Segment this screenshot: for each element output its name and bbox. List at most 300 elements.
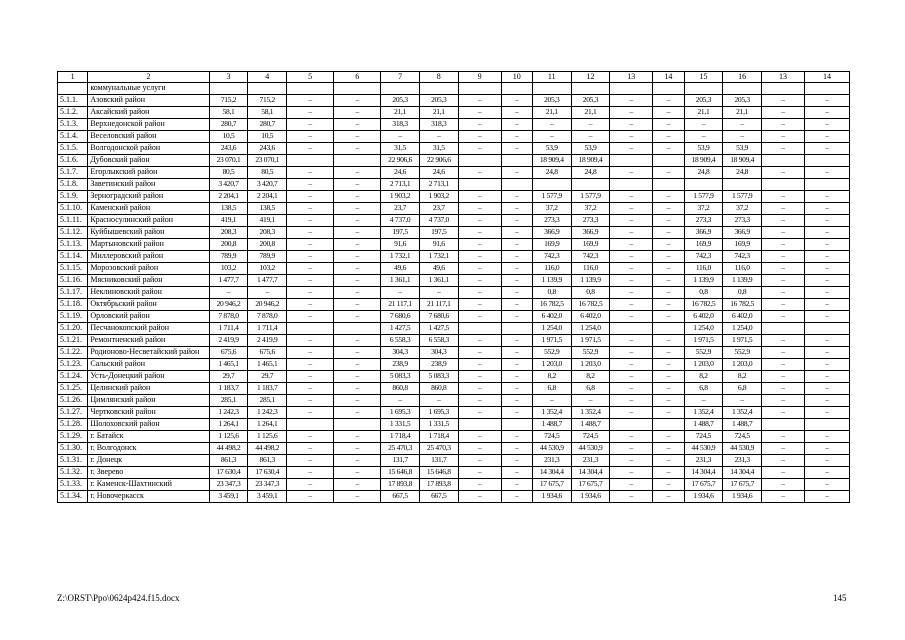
value-cell: – bbox=[458, 275, 501, 287]
value-cell: 1 971,5 bbox=[571, 335, 610, 347]
district-name: Каменский район bbox=[88, 203, 209, 215]
column-number: 3 bbox=[209, 72, 248, 83]
value-cell: – bbox=[334, 359, 381, 371]
value-cell: 25 470,3 bbox=[419, 443, 458, 455]
value-cell: 91,6 bbox=[381, 239, 420, 251]
value-cell: 742,3 bbox=[532, 251, 571, 263]
value-cell: – bbox=[653, 371, 684, 383]
value-cell: – bbox=[287, 203, 334, 215]
value-cell: 0,8 bbox=[723, 287, 762, 299]
value-cell: – bbox=[287, 227, 334, 239]
budget-table bbox=[57, 71, 850, 503]
value-cell: 742,3 bbox=[571, 251, 610, 263]
value-cell: – bbox=[501, 407, 532, 419]
value-cell: 1 477,7 bbox=[209, 275, 248, 287]
column-number: 6 bbox=[334, 72, 381, 83]
value-cell: 44 530,9 bbox=[723, 443, 762, 455]
value-cell: 14 304,4 bbox=[571, 467, 610, 479]
value-cell: 280,7 bbox=[209, 119, 248, 131]
section-label: коммунальные услуги bbox=[88, 83, 209, 95]
value-cell: 231,3 bbox=[571, 455, 610, 467]
value-cell: – bbox=[287, 143, 334, 155]
district-name: г. Новочеркасск bbox=[88, 491, 209, 503]
value-cell: 17 630,4 bbox=[209, 467, 248, 479]
value-cell: 238,9 bbox=[419, 359, 458, 371]
value-cell: – bbox=[458, 119, 501, 131]
value-cell: 1 934,6 bbox=[684, 491, 723, 503]
value-cell: 715,2 bbox=[248, 95, 287, 107]
district-name: Шолоховский район bbox=[88, 419, 209, 431]
value-cell: – bbox=[653, 383, 684, 395]
value-cell: 366,9 bbox=[684, 227, 723, 239]
value-cell: 3 459,1 bbox=[209, 491, 248, 503]
value-cell: – bbox=[501, 383, 532, 395]
table-row bbox=[58, 239, 850, 251]
value-cell: 29,7 bbox=[248, 371, 287, 383]
value-cell: 6 558,3 bbox=[381, 335, 420, 347]
value-cell: – bbox=[501, 107, 532, 119]
value-cell: – bbox=[287, 119, 334, 131]
value-cell: 419,1 bbox=[209, 215, 248, 227]
district-name: Цимлянский район bbox=[88, 395, 209, 407]
value-cell bbox=[804, 179, 849, 191]
value-cell: – bbox=[501, 191, 532, 203]
value-cell: 37,2 bbox=[571, 203, 610, 215]
column-number: 9 bbox=[458, 72, 501, 83]
table-row bbox=[58, 467, 850, 479]
value-cell: 44 498,2 bbox=[209, 443, 248, 455]
value-cell: 16 782,5 bbox=[532, 299, 571, 311]
value-cell: 231,3 bbox=[723, 455, 762, 467]
value-cell: 17 893,8 bbox=[419, 479, 458, 491]
value-cell: 1 361,1 bbox=[419, 275, 458, 287]
value-cell: – bbox=[419, 395, 458, 407]
value-cell: 205,3 bbox=[684, 95, 723, 107]
value-cell bbox=[458, 179, 501, 191]
value-cell: 205,3 bbox=[723, 95, 762, 107]
row-code: 5.1.9. bbox=[58, 191, 88, 203]
value-cell: – bbox=[610, 95, 653, 107]
value-cell: 724,5 bbox=[684, 431, 723, 443]
row-code: 5.1.11. bbox=[58, 215, 88, 227]
value-cell: 273,3 bbox=[571, 215, 610, 227]
value-cell: 23,7 bbox=[381, 203, 420, 215]
value-cell: 25 470,3 bbox=[381, 443, 420, 455]
value-cell: – bbox=[458, 263, 501, 275]
value-cell: 280,7 bbox=[248, 119, 287, 131]
value-cell: 80,5 bbox=[248, 167, 287, 179]
row-code: 5.1.12. bbox=[58, 227, 88, 239]
value-cell bbox=[762, 155, 805, 167]
value-cell: – bbox=[610, 275, 653, 287]
table-row bbox=[58, 395, 850, 407]
value-cell: 715,2 bbox=[209, 95, 248, 107]
value-cell: – bbox=[458, 371, 501, 383]
value-cell: 205,3 bbox=[532, 95, 571, 107]
district-name: Мясниковский район bbox=[88, 275, 209, 287]
value-cell: – bbox=[334, 311, 381, 323]
value-cell: – bbox=[762, 107, 805, 119]
value-cell: – bbox=[610, 383, 653, 395]
value-cell: 1 903,2 bbox=[381, 191, 420, 203]
value-cell: 1 361,1 bbox=[381, 275, 420, 287]
column-number: 14 bbox=[653, 72, 684, 83]
value-cell: 4 737,0 bbox=[419, 215, 458, 227]
value-cell: 3 459,1 bbox=[248, 491, 287, 503]
value-cell: – bbox=[684, 131, 723, 143]
value-cell: 208,3 bbox=[248, 227, 287, 239]
value-cell: 789,9 bbox=[209, 251, 248, 263]
column-number: 12 bbox=[571, 72, 610, 83]
value-cell: – bbox=[804, 395, 849, 407]
value-cell: 724,5 bbox=[571, 431, 610, 443]
row-code: 5.1.10. bbox=[58, 203, 88, 215]
value-cell: 21,1 bbox=[571, 107, 610, 119]
value-cell bbox=[287, 419, 334, 431]
column-number: 10 bbox=[501, 72, 532, 83]
value-cell: – bbox=[458, 311, 501, 323]
value-cell: 1 971,5 bbox=[684, 335, 723, 347]
value-cell: 2 204,1 bbox=[248, 191, 287, 203]
value-cell: – bbox=[419, 287, 458, 299]
value-cell: – bbox=[287, 431, 334, 443]
value-cell: – bbox=[653, 263, 684, 275]
value-cell: – bbox=[334, 395, 381, 407]
column-number: 4 bbox=[248, 72, 287, 83]
column-number: 13 bbox=[762, 72, 805, 83]
value-cell: – bbox=[804, 443, 849, 455]
value-cell: – bbox=[381, 131, 420, 143]
table-row bbox=[58, 479, 850, 491]
value-cell: – bbox=[334, 455, 381, 467]
value-cell: – bbox=[804, 347, 849, 359]
value-cell: 1 695,3 bbox=[419, 407, 458, 419]
row-code: 5.1.33. bbox=[58, 479, 88, 491]
value-cell: – bbox=[762, 143, 805, 155]
value-cell: – bbox=[334, 167, 381, 179]
value-cell: – bbox=[610, 191, 653, 203]
table-row bbox=[58, 443, 850, 455]
row-code: 5.1.23. bbox=[58, 359, 88, 371]
value-cell bbox=[762, 323, 805, 335]
value-cell: – bbox=[610, 407, 653, 419]
table-row bbox=[58, 491, 850, 503]
value-cell bbox=[804, 419, 849, 431]
table-row bbox=[58, 275, 850, 287]
value-cell: 53,9 bbox=[684, 143, 723, 155]
header-row bbox=[58, 72, 850, 83]
value-cell: 7 680,6 bbox=[381, 311, 420, 323]
value-cell: 1 934,6 bbox=[571, 491, 610, 503]
value-cell: – bbox=[762, 95, 805, 107]
value-cell: – bbox=[458, 347, 501, 359]
value-cell: – bbox=[723, 131, 762, 143]
district-name: Егорлыкский район bbox=[88, 167, 209, 179]
value-cell: – bbox=[804, 467, 849, 479]
table-row bbox=[58, 455, 850, 467]
value-cell: – bbox=[419, 131, 458, 143]
value-cell: – bbox=[287, 455, 334, 467]
value-cell: 1 577,9 bbox=[532, 191, 571, 203]
value-cell: 1 465,1 bbox=[248, 359, 287, 371]
value-cell: – bbox=[804, 215, 849, 227]
value-cell: 17 675,7 bbox=[684, 479, 723, 491]
value-cell: – bbox=[762, 347, 805, 359]
district-name: Ремонтненский район bbox=[88, 335, 209, 347]
value-cell: – bbox=[334, 479, 381, 491]
value-cell: – bbox=[610, 251, 653, 263]
value-cell: – bbox=[334, 407, 381, 419]
value-cell: – bbox=[501, 227, 532, 239]
value-cell: 44 530,9 bbox=[532, 443, 571, 455]
value-cell: 116,0 bbox=[723, 263, 762, 275]
value-cell: – bbox=[610, 347, 653, 359]
value-cell bbox=[571, 179, 610, 191]
row-code: 5.1.20. bbox=[58, 323, 88, 335]
value-cell: 0,8 bbox=[571, 287, 610, 299]
value-cell: 419,1 bbox=[248, 215, 287, 227]
value-cell: – bbox=[653, 491, 684, 503]
row-code: 5.1.2. bbox=[58, 107, 88, 119]
column-number: 5 bbox=[287, 72, 334, 83]
value-cell: – bbox=[458, 215, 501, 227]
column-number: 15 bbox=[684, 72, 723, 83]
value-cell bbox=[532, 179, 571, 191]
row-code: 5.1.28. bbox=[58, 419, 88, 431]
value-cell: – bbox=[653, 251, 684, 263]
value-cell: 29,7 bbox=[209, 371, 248, 383]
district-name: Заветинский район bbox=[88, 179, 209, 191]
value-cell: – bbox=[501, 371, 532, 383]
value-cell: 1 971,5 bbox=[532, 335, 571, 347]
value-cell: 0,8 bbox=[532, 287, 571, 299]
value-cell: 243,6 bbox=[248, 143, 287, 155]
value-cell: 3 420,7 bbox=[209, 179, 248, 191]
value-cell: – bbox=[762, 215, 805, 227]
value-cell: – bbox=[762, 467, 805, 479]
value-cell: 37,2 bbox=[684, 203, 723, 215]
value-cell: – bbox=[381, 287, 420, 299]
value-cell: – bbox=[653, 455, 684, 467]
value-cell: 22 906,6 bbox=[381, 155, 420, 167]
district-name: Сальский район bbox=[88, 359, 209, 371]
value-cell: 49,6 bbox=[419, 263, 458, 275]
table-row bbox=[58, 227, 850, 239]
value-cell: – bbox=[501, 167, 532, 179]
value-cell: 23 347,3 bbox=[209, 479, 248, 491]
value-cell: – bbox=[287, 491, 334, 503]
value-cell: – bbox=[762, 287, 805, 299]
value-cell: – bbox=[610, 371, 653, 383]
value-cell: – bbox=[501, 491, 532, 503]
value-cell: – bbox=[458, 143, 501, 155]
value-cell: 138,5 bbox=[248, 203, 287, 215]
row-code: 5.1.5. bbox=[58, 143, 88, 155]
column-number: 14 bbox=[804, 72, 849, 83]
value-cell: 1 203,0 bbox=[723, 359, 762, 371]
value-cell: 5 083,3 bbox=[381, 371, 420, 383]
value-cell: 724,5 bbox=[723, 431, 762, 443]
value-cell: 103,2 bbox=[209, 263, 248, 275]
value-cell: 304,3 bbox=[419, 347, 458, 359]
row-code: 5.1.19. bbox=[58, 311, 88, 323]
value-cell: 860,8 bbox=[419, 383, 458, 395]
value-cell: 7 878,0 bbox=[248, 311, 287, 323]
value-cell: – bbox=[804, 263, 849, 275]
value-cell: – bbox=[762, 119, 805, 131]
value-cell: 1 711,4 bbox=[248, 323, 287, 335]
column-number: 13 bbox=[610, 72, 653, 83]
value-cell: 169,9 bbox=[684, 239, 723, 251]
value-cell: – bbox=[610, 467, 653, 479]
value-cell bbox=[458, 155, 501, 167]
value-cell: – bbox=[653, 359, 684, 371]
value-cell: 18 909,4 bbox=[571, 155, 610, 167]
value-cell: 6 402,0 bbox=[684, 311, 723, 323]
value-cell: 0,8 bbox=[684, 287, 723, 299]
value-cell: – bbox=[458, 407, 501, 419]
value-cell: 1 125,6 bbox=[248, 431, 287, 443]
table-row bbox=[58, 119, 850, 131]
table-row bbox=[58, 191, 850, 203]
value-cell: 10,5 bbox=[209, 131, 248, 143]
value-cell: 24,8 bbox=[571, 167, 610, 179]
value-cell: – bbox=[653, 131, 684, 143]
value-cell: 285,1 bbox=[209, 395, 248, 407]
value-cell: – bbox=[334, 491, 381, 503]
value-cell: – bbox=[684, 395, 723, 407]
value-cell: 53,9 bbox=[532, 143, 571, 155]
value-cell bbox=[501, 419, 532, 431]
value-cell: – bbox=[610, 215, 653, 227]
value-cell: 1 183,7 bbox=[248, 383, 287, 395]
value-cell: 205,3 bbox=[419, 95, 458, 107]
value-cell: – bbox=[610, 107, 653, 119]
value-cell: – bbox=[501, 119, 532, 131]
value-cell: – bbox=[334, 95, 381, 107]
value-cell: – bbox=[501, 143, 532, 155]
table-row bbox=[58, 287, 850, 299]
value-cell bbox=[684, 179, 723, 191]
value-cell: 21,1 bbox=[532, 107, 571, 119]
value-cell: 1 242,3 bbox=[209, 407, 248, 419]
value-cell: – bbox=[653, 347, 684, 359]
column-number: 1 bbox=[58, 72, 88, 83]
table-row bbox=[58, 203, 850, 215]
value-cell: 6 402,0 bbox=[532, 311, 571, 323]
district-name: Усть-Донецкий район bbox=[88, 371, 209, 383]
section-row bbox=[58, 83, 850, 95]
value-cell: 238,9 bbox=[381, 359, 420, 371]
value-cell: – bbox=[610, 287, 653, 299]
district-name: Красносулинский район bbox=[88, 215, 209, 227]
value-cell: – bbox=[804, 359, 849, 371]
value-cell: 21,1 bbox=[381, 107, 420, 119]
column-number: 2 bbox=[88, 72, 209, 83]
district-name: г. Батайск bbox=[88, 431, 209, 443]
value-cell: 243,6 bbox=[209, 143, 248, 155]
value-cell: 1 934,6 bbox=[723, 491, 762, 503]
value-cell: – bbox=[458, 239, 501, 251]
value-cell: 1 203,0 bbox=[571, 359, 610, 371]
district-name: Песчанокопский район bbox=[88, 323, 209, 335]
value-cell: 1 139,9 bbox=[723, 275, 762, 287]
value-cell: – bbox=[458, 131, 501, 143]
value-cell: – bbox=[804, 203, 849, 215]
value-cell: – bbox=[458, 167, 501, 179]
value-cell: – bbox=[610, 455, 653, 467]
document-path: Z:\ORST\Ppo\0624p424.f15.docx bbox=[57, 593, 180, 603]
value-cell: – bbox=[762, 407, 805, 419]
value-cell: 724,5 bbox=[532, 431, 571, 443]
row-code: 5.1.1. bbox=[58, 95, 88, 107]
district-name: г. Зверево bbox=[88, 467, 209, 479]
value-cell: – bbox=[287, 263, 334, 275]
row-code: 5.1.24. bbox=[58, 371, 88, 383]
value-cell: 860,8 bbox=[381, 383, 420, 395]
value-cell: – bbox=[501, 335, 532, 347]
value-cell: 6 558,3 bbox=[419, 335, 458, 347]
value-cell: – bbox=[334, 371, 381, 383]
district-name: Родионово-Несветайский район bbox=[88, 347, 209, 359]
table-row bbox=[58, 407, 850, 419]
value-cell: – bbox=[458, 359, 501, 371]
value-cell bbox=[653, 179, 684, 191]
value-cell: 37,2 bbox=[723, 203, 762, 215]
value-cell: 20 946,2 bbox=[209, 299, 248, 311]
value-cell: 273,3 bbox=[532, 215, 571, 227]
value-cell: – bbox=[762, 167, 805, 179]
value-cell: – bbox=[287, 395, 334, 407]
value-cell: – bbox=[653, 479, 684, 491]
value-cell: – bbox=[762, 131, 805, 143]
value-cell: – bbox=[334, 131, 381, 143]
value-cell: 552,9 bbox=[684, 347, 723, 359]
value-cell: – bbox=[804, 227, 849, 239]
value-cell: – bbox=[762, 443, 805, 455]
value-cell: – bbox=[287, 275, 334, 287]
value-cell: – bbox=[334, 239, 381, 251]
table-body bbox=[58, 72, 850, 503]
value-cell bbox=[610, 155, 653, 167]
value-cell: – bbox=[610, 131, 653, 143]
value-cell: – bbox=[287, 443, 334, 455]
value-cell: 1 352,4 bbox=[532, 407, 571, 419]
value-cell: – bbox=[571, 119, 610, 131]
value-cell: – bbox=[458, 299, 501, 311]
value-cell: 18 909,4 bbox=[532, 155, 571, 167]
value-cell: 1 488,7 bbox=[532, 419, 571, 431]
value-cell: 1 718,4 bbox=[381, 431, 420, 443]
value-cell: 366,9 bbox=[532, 227, 571, 239]
row-code: 5.1.29. bbox=[58, 431, 88, 443]
value-cell: 20 946,2 bbox=[248, 299, 287, 311]
value-cell: 366,9 bbox=[571, 227, 610, 239]
value-cell: – bbox=[804, 251, 849, 263]
value-cell: 1 125,6 bbox=[209, 431, 248, 443]
value-cell: – bbox=[653, 215, 684, 227]
value-cell: – bbox=[610, 431, 653, 443]
table-row bbox=[58, 215, 850, 227]
value-cell: – bbox=[334, 203, 381, 215]
value-cell: – bbox=[762, 431, 805, 443]
value-cell: – bbox=[458, 395, 501, 407]
value-cell: – bbox=[458, 443, 501, 455]
value-cell: – bbox=[804, 299, 849, 311]
value-cell: 169,9 bbox=[571, 239, 610, 251]
row-code: 5.1.14. bbox=[58, 251, 88, 263]
value-cell: – bbox=[287, 467, 334, 479]
